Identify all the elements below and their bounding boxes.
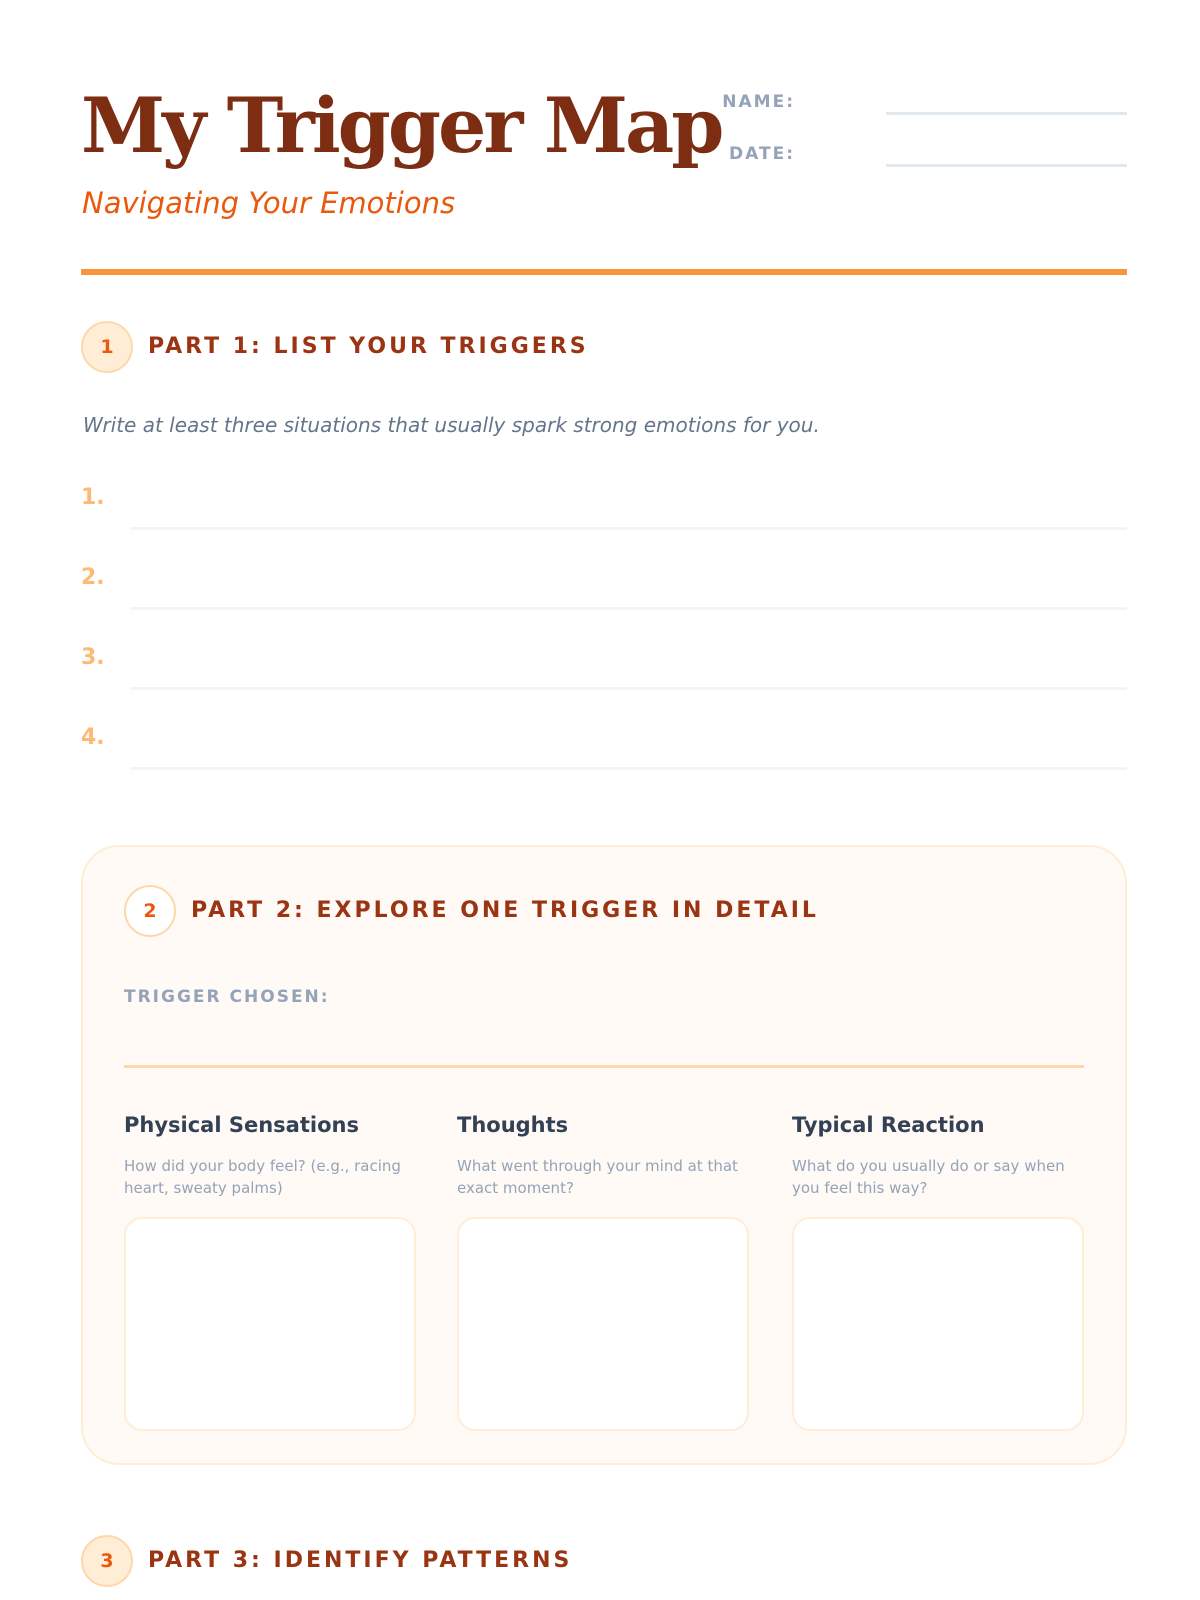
date-field[interactable] (886, 164, 1127, 167)
trigger-row (81, 485, 1127, 545)
part2-number-badge: 2 (124, 885, 176, 937)
thoughts-box[interactable] (457, 1217, 749, 1431)
trigger-number: 4. (81, 725, 105, 750)
part2-heading (124, 885, 924, 939)
part3-title: PART 3: IDENTIFY PATTERNS (148, 1548, 573, 1573)
header-divider (81, 269, 1127, 275)
part1-instruction: Write at least three situations that usually spark strong emotions for you. (83, 413, 820, 437)
physical-sensations-column (124, 1113, 416, 1431)
trigger-input-line[interactable] (131, 687, 1127, 690)
column-hint: How did your body feel? (e.g., racing heart, sweaty palms) (124, 1157, 401, 1197)
trigger-input-line[interactable] (131, 767, 1127, 770)
date-label: DATE: (729, 144, 795, 164)
name-row (681, 88, 1127, 118)
trigger-row (81, 725, 1127, 785)
trigger-input-line[interactable] (131, 607, 1127, 610)
page-title: My Trigger Map (81, 81, 722, 170)
part2-title: PART 2: EXPLORE ONE TRIGGER IN DETAIL (191, 898, 819, 923)
name-field[interactable] (886, 112, 1127, 115)
part3-number-badge: 3 (81, 1535, 133, 1587)
part3-heading (81, 1535, 781, 1589)
worksheet-page (81, 0, 1127, 1600)
trigger-chosen-label: TRIGGER CHOSEN: (124, 987, 330, 1007)
part1-number-badge: 1 (81, 321, 133, 373)
trigger-number: 1. (81, 485, 105, 510)
column-title: Thoughts (457, 1113, 569, 1137)
page-subtitle: Navigating Your Emotions (82, 186, 456, 220)
thoughts-column (457, 1113, 749, 1431)
date-row (681, 140, 1127, 170)
column-title: Physical Sensations (124, 1113, 359, 1137)
column-hint: What do you usually do or say when you feel this way? (792, 1157, 1065, 1197)
name-label: NAME: (722, 92, 795, 112)
trigger-number: 2. (81, 565, 105, 590)
part1-title: PART 1: LIST YOUR TRIGGERS (148, 334, 589, 359)
column-hint: What went through your mind at that exact moment? (457, 1157, 738, 1197)
trigger-input-line[interactable] (131, 527, 1127, 530)
part2-card (81, 845, 1127, 1465)
trigger-row (81, 565, 1127, 625)
typical-reaction-column (792, 1113, 1084, 1431)
part1-heading (81, 321, 781, 375)
physical-sensations-box[interactable] (124, 1217, 416, 1431)
column-title: Typical Reaction (792, 1113, 985, 1137)
trigger-row (81, 645, 1127, 705)
typical-reaction-box[interactable] (792, 1217, 1084, 1431)
trigger-number: 3. (81, 645, 105, 670)
trigger-chosen-field[interactable] (124, 1065, 1084, 1068)
